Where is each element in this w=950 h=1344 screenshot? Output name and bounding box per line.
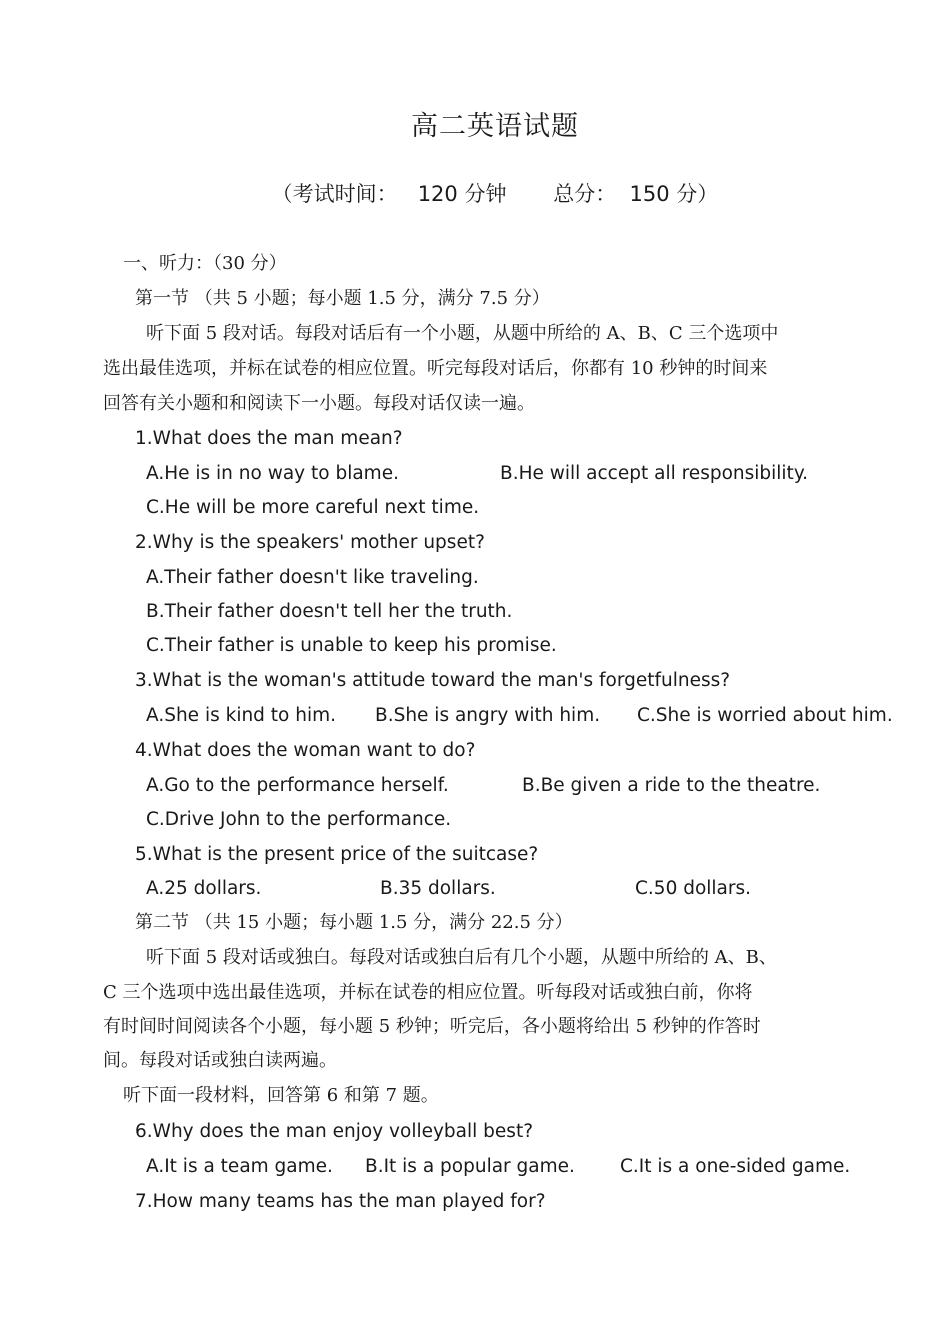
part-heading-listening: 一、听力：（30 分） (123, 253, 287, 274)
exam-info (0, 178, 950, 208)
question-3: 3.What is the woman's attitude toward the man's forgetfulness? (135, 670, 731, 691)
option-a: A.He is in no way to blame. (146, 463, 399, 484)
instruction-line: 选出最佳选项，并标在试卷的相应位置。听完每段对话后，你都有 10 秒钟的时间来 (103, 358, 768, 379)
option-a: A.Their father doesn't like traveling. (146, 567, 479, 588)
material-note: 听下面一段材料，回答第 6 和第 7 题。 (123, 1085, 439, 1106)
option-b: B.35 dollars. (380, 878, 496, 899)
option-a: A.25 dollars. (146, 878, 262, 899)
section-heading-2: 第二节 （共 15 小题；每小题 1.5 分，满分 22.5 分） (135, 912, 573, 933)
question-5: 5.What is the present price of the suitcase? (135, 844, 539, 865)
question-7: 7.How many teams has the man played for? (135, 1191, 546, 1212)
instruction-line: C 三个选项中选出最佳选项，并标在试卷的相应位置。听每段对话或独白前，你将 (103, 982, 753, 1003)
option-a: A.It is a team game. (146, 1156, 333, 1177)
option-a: A.Go to the performance herself. (146, 775, 449, 796)
option-c: C.It is a one-sided game. (620, 1156, 851, 1177)
instruction-line: 间。每段对话或独白读两遍。 (103, 1050, 337, 1071)
option-b: B.Their father doesn't tell her the truth. (146, 601, 513, 622)
question-4: 4.What does the woman want to do? (135, 740, 476, 761)
question-1: 1.What does the man mean? (135, 428, 403, 449)
instruction-line: 回答有关小题和和阅读下一小题。每段对话仅读一遍。 (103, 393, 535, 414)
option-b: B.She is angry with him. (375, 705, 601, 726)
page-title: 高二英语试题 (411, 111, 579, 142)
option-c: C.He will be more careful next time. (146, 497, 480, 518)
option-a: A.She is kind to him. (146, 705, 337, 726)
section-heading-1: 第一节 （共 5 小题；每小题 1.5 分，满分 7.5 分） (135, 288, 550, 309)
question-2: 2.Why is the speakers' mother upset? (135, 532, 485, 553)
option-c: C.Drive John to the performance. (146, 809, 452, 830)
question-6: 6.Why does the man enjoy volleyball best? (135, 1121, 534, 1142)
instruction-line: 有时间时间阅读各个小题，每小题 5 秒钟；听完后，各小题将给出 5 秒钟的作答时 (103, 1016, 761, 1037)
option-c: C.She is worried about him. (637, 705, 893, 726)
exam-time: （考试时间： 120 分钟 (271, 182, 507, 206)
option-c: C.50 dollars. (635, 878, 752, 899)
option-b: B.Be given a ride to the theatre. (522, 775, 821, 796)
exam-total-score: 总分： 150 分） (553, 182, 719, 206)
option-b: B.He will accept all responsibility. (500, 463, 809, 484)
instruction-line: 听下面 5 段对话。每段对话后有一个小题，从题中所给的 A、B、C 三个选项中 (146, 323, 779, 344)
option-b: B.It is a popular game. (365, 1156, 575, 1177)
instruction-line: 听下面 5 段对话或独白。每段对话或独白后有几个小题，从题中所给的 A、B、 (146, 947, 777, 968)
option-c: C.Their father is unable to keep his promise. (146, 635, 557, 656)
